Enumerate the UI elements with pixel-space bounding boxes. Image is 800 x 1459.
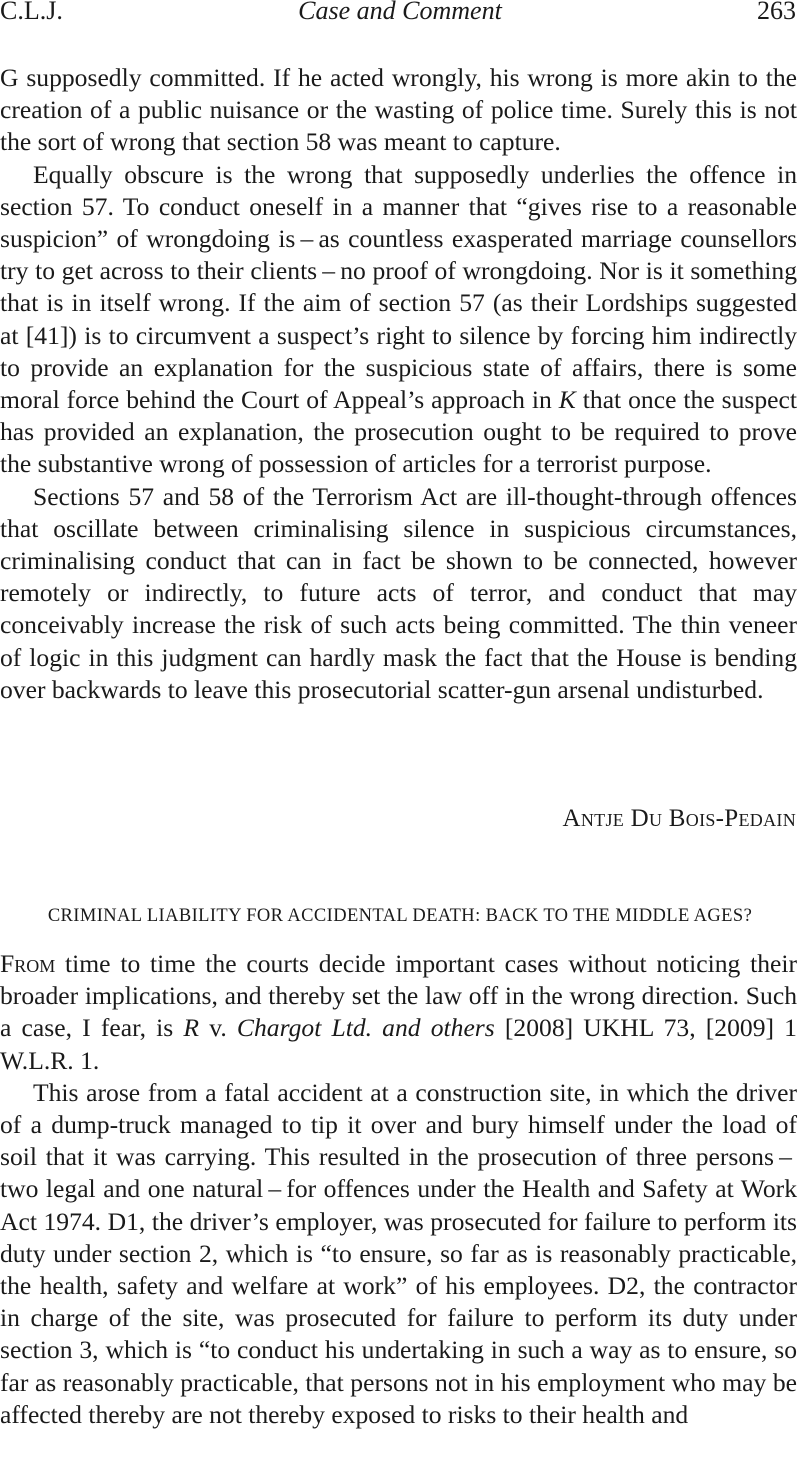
journal-abbreviation: C.L.J.: [0, 0, 63, 25]
paragraph-text: time to time the courts decide important cases without noticing their broader implications, and thereby set the law off in the wrong direction. Such a case, I fear, is: [0, 949, 797, 1043]
new-comment: [0, 948, 797, 1431]
running-header: [0, 0, 800, 30]
paragraph: [0, 948, 797, 1077]
section-title-header: Case and Comment: [298, 0, 502, 25]
article-title: CRIMINAL LIABILITY FOR ACCIDENTAL DEATH: BACK TO THE MIDDLE AGES?: [47, 906, 753, 926]
paragraph-text: v.: [199, 1013, 237, 1043]
paragraph: Sections 57 and 58 of the Terrorism Act are ill-thought-through offences that oscillate between criminalising silence in suspicious circumstances, criminalising conduct that can in fact be shown to be connected, however remotely or indirectly, to future acts of terror, and conduct that may conceivably increase the risk of such acts being committed. The thin veneer of logic in this judgment can hardly mask the fact that the House is bending over backwards to leave this prosecutorial scatter-gun arsenal undisturbed.: [0, 481, 797, 704]
lead-word: From: [0, 949, 56, 978]
citation: [2008] UKHL 73, [2009] 1 W.L.R. 1.: [0, 1013, 797, 1075]
paragraph: G supposedly committed. If he acted wrongly, his wrong is more akin to the creation of a public nuisance or the wasting of police time. Surely this is not the sort of wrong that section 58 was meant to capture.: [0, 63, 797, 157]
page-number: 263: [757, 0, 796, 25]
paragraph-text: that once the suspect has provided an explanation, the prosecution ought to be required to prove the substantive wrong of possession of articles for a terrorist purpose.: [0, 385, 797, 479]
paragraph: [0, 159, 797, 481]
paragraph: This arose from a fatal accident at a construction site, in which the driver of a dump-truck managed to tip it over and bury himself under the load of soil that it was carrying. This resulted in the prosecution of three persons – two legal and one natural – for offences under the Health and Safety at Work Act 1974. D1, the driver’s employer, was prosecuted for failure to perform its duty under section 2, which is “to ensure, so far as is reasonably practicable, the health, safety and welfare at work” of his employees. D2, the contractor in charge of the site, was prosecuted for failure to perform its duty under section 3, which is “to conduct his undertaking in such a way as to ensure, so far as reasonably practicable, that persons not in his employment who may be affected thereby are not thereby exposed to risks to their health and: [0, 1077, 797, 1429]
continued-comment: [0, 62, 797, 706]
case-reference: K: [558, 385, 576, 415]
author-signature: Antje Du Bois-Pedain: [562, 805, 796, 832]
paragraph-text: Equally obscure is the wrong that supposedly underlies the offence in section 57. To conduct oneself in a manner that “gives rise to a reasonable suspicion” of wrongdoing is – as countless exasperated marriage counsellors try to get across to their clients – no proof of wrongdoing. Nor is it something that is in itself wrong. If the aim of section 57 (as their Lordships suggested at [41]) is to circumvent a suspect’s right to silence by forcing him indirectly to provide an explanation for the suspicious state of affairs, there is some moral force behind the Court of Appeal’s approach in: [0, 159, 797, 415]
case-name-r: R: [183, 1013, 200, 1043]
case-name: Chargot Ltd. and others: [236, 1013, 495, 1043]
